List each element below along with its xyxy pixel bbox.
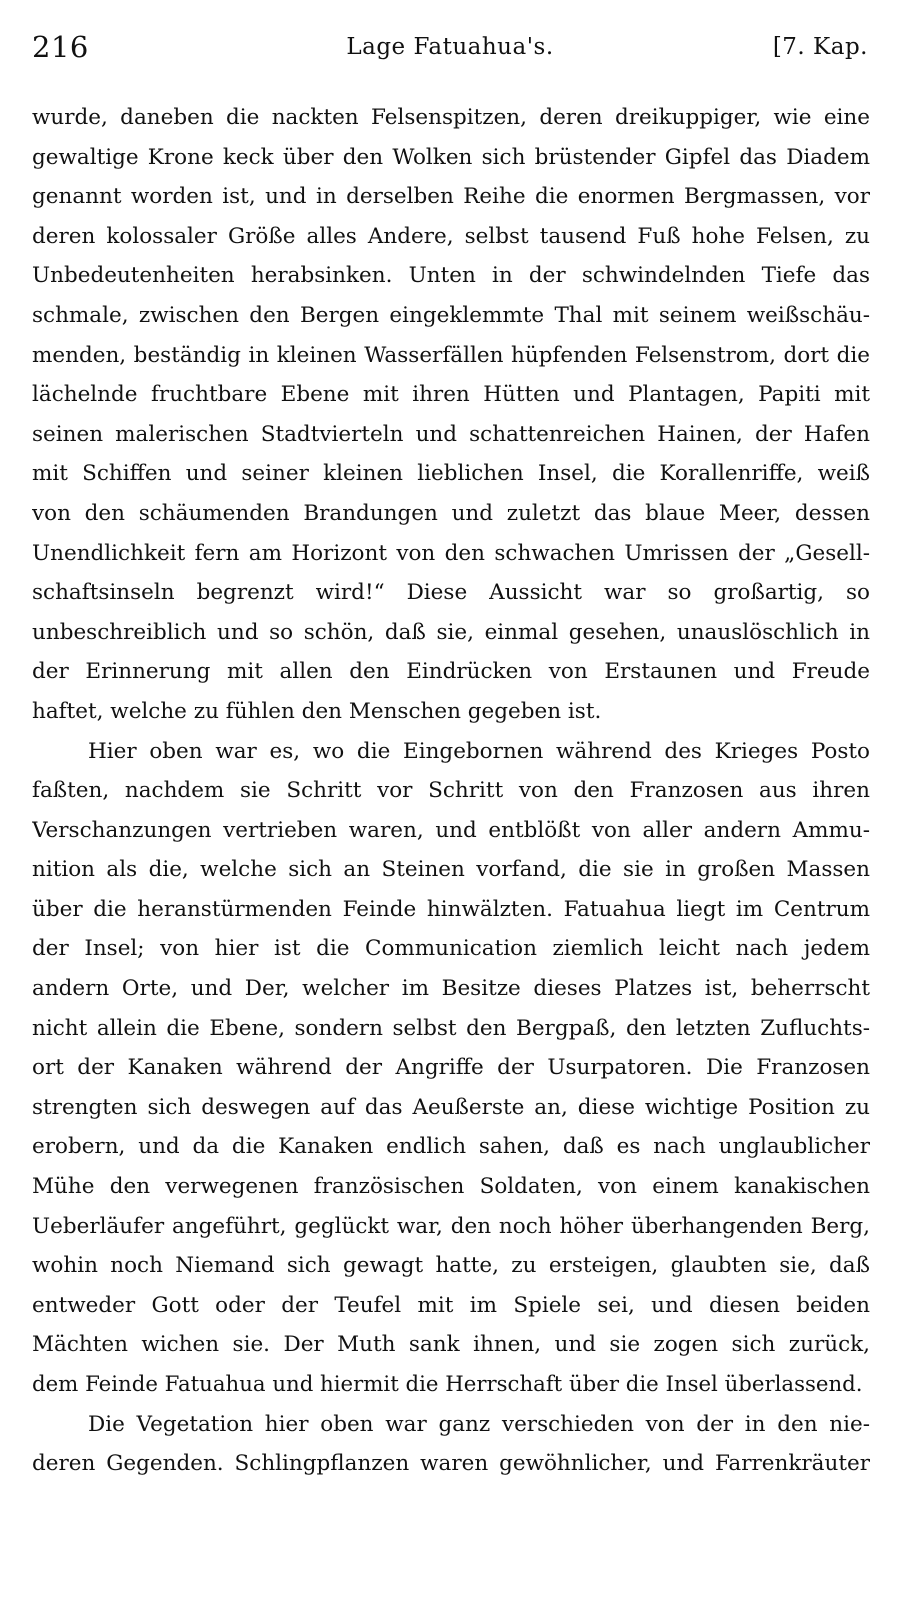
text-line: Unendlichkeit fern am Horizont von den schwachen Umrissen der „Gesell-: [32, 540, 870, 566]
body-text: [32, 98, 870, 1484]
text-line: entweder Gott oder der Teufel mit im Spiele sei, und diesen beiden: [32, 1292, 870, 1318]
chapter-reference: [7. Kap.: [772, 34, 868, 60]
paragraph-2: [32, 732, 870, 1405]
text-line: unbeschreiblich und so schön, daß sie, einmal gesehen, unauslöschlich in: [32, 619, 870, 645]
text-line: erobern, und da die Kanaken endlich sahen, daß es nach unglaublicher: [32, 1134, 870, 1160]
text-line: dem Feinde Fatuahua und hiermit die Herrschaft über die Insel überlassend.: [32, 1372, 863, 1397]
running-title: Lage Fatuahua's.: [346, 34, 554, 60]
text-line: gewaltige Krone keck über den Wolken sich brüstender Gipfel das Diadem: [32, 144, 870, 170]
page-header: [32, 30, 868, 74]
text-line: über die heranstürmenden Feinde hinwälzten. Fatuahua liegt im Centrum: [32, 896, 870, 922]
text-line: deren Gegenden. Schlingpflanzen waren gewöhnlicher, und Farrenkräuter: [32, 1451, 870, 1477]
paragraph-3: [32, 1405, 870, 1484]
text-line: schaftsinseln begrenzt wird!“ Diese Aussicht war so großartig, so: [32, 580, 870, 606]
text-line: wurde, daneben die nackten Felsenspitzen, deren dreikuppiger, wie eine: [32, 105, 870, 130]
text-line: Hier oben war es, wo die Eingebornen während des Krieges Posto: [88, 738, 870, 764]
text-line: Mühe den verwegenen französischen Soldaten, von einem kanakischen: [32, 1174, 870, 1200]
text-line: nicht allein die Ebene, sondern selbst den Bergpaß, den letzten Zufluchts-: [32, 1015, 870, 1041]
text-line: der Insel; von hier ist die Communication ziemlich leicht nach jedem: [32, 936, 870, 962]
text-line: deren kolossaler Größe alles Andere, selbst tausend Fuß hohe Felsen, zu: [32, 223, 870, 249]
paragraph-1: [32, 98, 870, 732]
text-line: seinen malerischen Stadtvierteln und schattenreichen Hainen, der Hafen: [32, 421, 870, 447]
text-line: menden, beständig in kleinen Wasserfällen hüpfenden Felsenstrom, dort die: [32, 342, 870, 368]
text-line: haftet, welche zu fühlen den Menschen gegeben ist.: [32, 698, 602, 724]
page-number: 216: [32, 30, 89, 64]
text-line: strengten sich deswegen auf das Aeußerste an, diese wichtige Position zu: [32, 1094, 870, 1120]
text-line: ort der Kanaken während der Angriffe der Usurpatoren. Die Franzosen: [32, 1055, 870, 1081]
text-line: Die Vegetation hier oben war ganz verschieden von der in den nie-: [88, 1411, 870, 1437]
text-line: mit Schiffen und seiner kleinen lieblichen Insel, die Korallenriffe, weiß: [32, 461, 870, 487]
text-line: wohin noch Niemand sich gewagt hatte, zu ersteigen, glaubten sie, daß: [32, 1253, 870, 1279]
text-line: lächelnde fruchtbare Ebene mit ihren Hütten und Plantagen, Papiti mit: [32, 382, 870, 408]
text-line: Verschanzungen vertrieben waren, und entblößt von aller andern Ammu-: [32, 817, 870, 843]
text-line: faßten, nachdem sie Schritt vor Schritt von den Franzosen aus ihren: [32, 778, 870, 804]
text-line: nition als die, welche sich an Steinen vorfand, die sie in großen Massen: [32, 857, 870, 883]
text-line: Mächten wichen sie. Der Muth sank ihnen, und sie zogen sich zurück,: [32, 1332, 870, 1358]
text-line: genannt worden ist, und in derselben Reihe die enormen Bergmassen, vor: [32, 184, 870, 210]
text-line: andern Orte, und Der, welcher im Besitze dieses Platzes ist, beherrscht: [32, 976, 870, 1002]
text-line: Ueberläufer angeführt, geglückt war, den noch höher überhangenden Berg,: [32, 1213, 870, 1239]
text-line: schmale, zwischen den Bergen eingeklemmte Thal mit seinem weißschäu-: [32, 302, 870, 328]
text-line: der Erinnerung mit allen den Eindrücken von Erstaunen und Freude: [32, 659, 870, 685]
text-line: Unbedeutenheiten herabsinken. Unten in der schwindelnden Tiefe das: [32, 263, 870, 289]
text-line: von den schäumenden Brandungen und zuletzt das blaue Meer, dessen: [32, 500, 870, 526]
